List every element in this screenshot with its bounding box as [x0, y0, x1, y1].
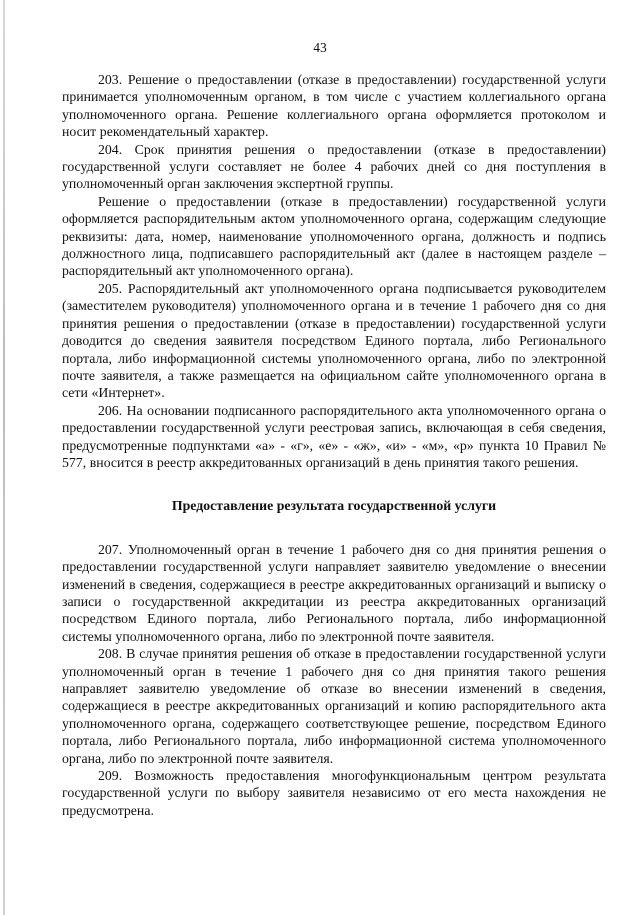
paragraph-204: 204. Срок принятия решения о предоставлении (отказе в предоставлении) государственной услуги составляет не более 4 рабочих дней со дня поступления в уполномоченный орган заключения экспертной группы. [62, 141, 606, 192]
document-body [62, 71, 606, 819]
page-number: 43 [313, 40, 327, 55]
paragraph-203: 203. Решение о предоставлении (отказе в предоставлении) государственной услуги принимается уполномоченным органом, в том числе с участием коллегиального органа уполномоченного органа. Решение коллегиального органа оформляется протоколом и носит рекомендательный характер. [62, 72, 606, 140]
paragraph-207: 207. Уполномоченный орган в течение 1 рабочего дня со дня принятия решения о предоставлении государственной услуги направляет заявителю уведомление о внесении изменений в сведения, содержащиеся в реестре аккредитованных организаций и выписку о записи о государственной аккредитации из реестра аккредитованных организаций посредством Единого портала, либо Регионального портала, либо информационной системы уполномоченного органа, либо по электронной почте заявителя. [62, 541, 606, 644]
paragraph-208: 208. В случае принятия решения об отказе в предоставлении государственной услуги уполномоченный орган в течение 1 рабочего дня со дня принятия такого решения направляет заявителю уведомление об отказе во внесении изменений в сведения, содержащиеся в реестре аккредитованных организаций и копию распорядительного акта уполномоченного органа, содержащего соответствующее решение, посредством Единого портала, либо Регионального портала, либо информационной система уполномоченного органа, либо по электронной почте заявителя. [62, 646, 606, 766]
paragraph-206: 206. На основании подписанного распорядительного акта уполномоченного органа о предоставлении государственной услуги реестровая запись, включающая в себя сведения, предусмотренные подпунктами «а» - «г», «е» - «ж», «и» - «м», «р» пункта 10 Правил № 577, вносится в реестр аккредитованных организаций в день принятия такого решения. [62, 402, 606, 470]
paragraph-204-continued: Решение о предоставлении (отказе в предоставлении) государственной услуги оформляется распорядительным актом уполномоченного органа, содержащим следующие реквизиты: дата, номер, наименование уполномоченного органа, должность и подпись должностного лица, подписавшего распорядительный акт (далее в настоящем разделе – распорядительный акт уполномоченного органа). [62, 193, 606, 279]
scan-edge [3, 0, 5, 915]
paragraph-205: 205. Распорядительный акт уполномоченного органа подписывается руководителем (заместителем руководителя) уполномоченного органа и в течение 1 рабочего дня со дня принятия решения о предоставлении (отказе в предоставлении) государственной услуги доводится до сведения заявителя посредством Единого портала, либо Регионального портала, либо информационной системы уполномоченного органа, либо по электронной почте заявителя, а также размещается на официальном сайте уполномоченного органа в сети «Интернет». [62, 280, 606, 401]
section-heading: Предоставление результата государственной услуги [171, 498, 497, 514]
paragraph-209: 209. Возможность предоставления многофункциональным центром результата государственной услуги по выбору заявителя независимо от его места нахождения не предусмотрена. [62, 768, 606, 818]
